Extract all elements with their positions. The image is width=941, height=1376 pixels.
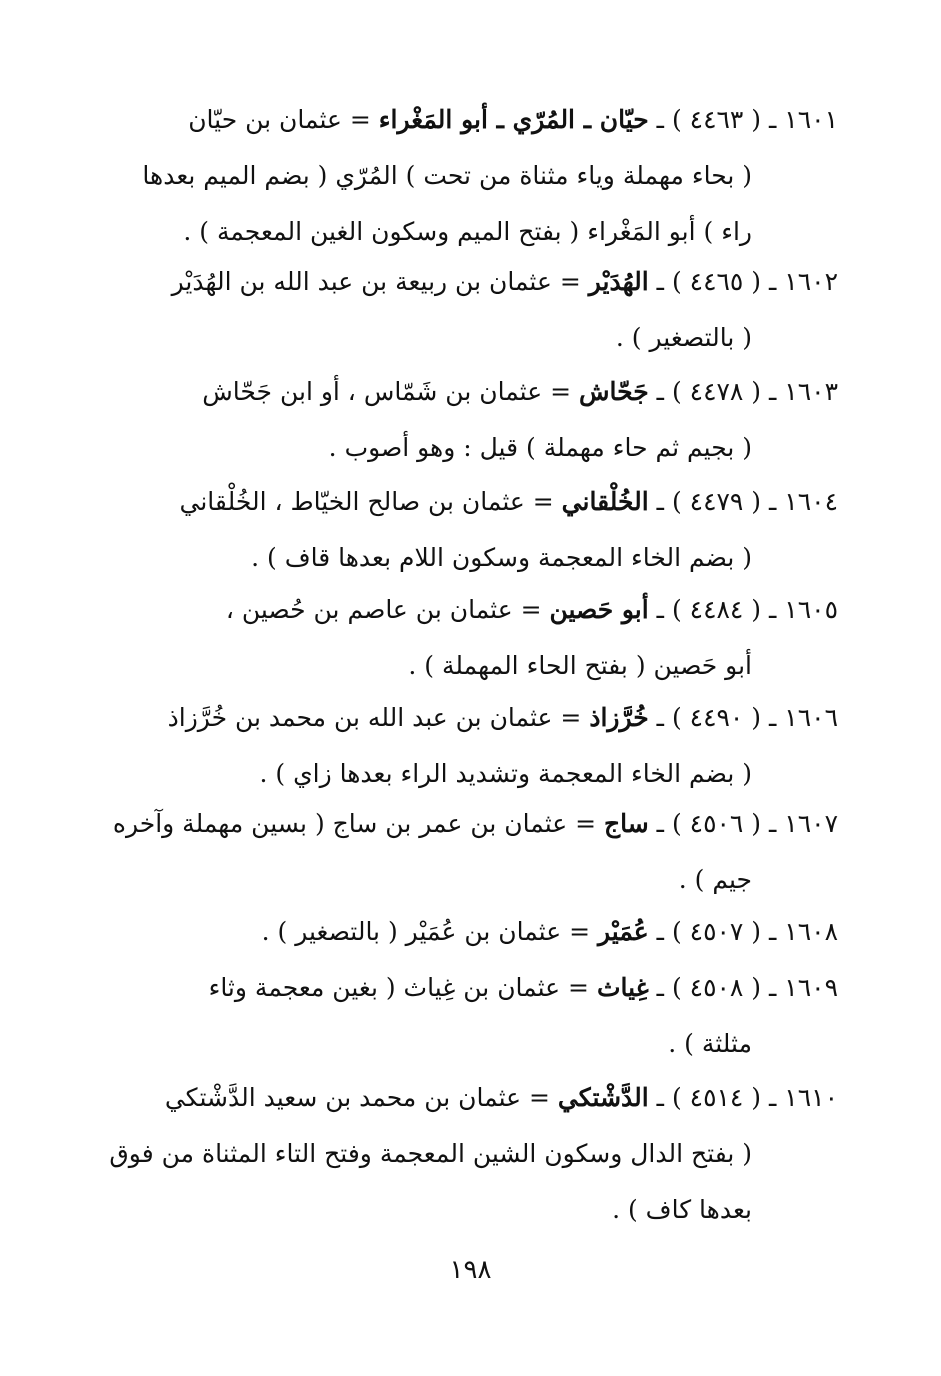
entry-text: = عثمان بن عبد الله بن محمد بن خُرَّزاذ [167,703,582,732]
entry-first-line: ١٦٠١ ـ ( ٤٤٦٣ ) ـ حيّان ـ المُرّي ـ أبو المَغْراء = عثمان بن حيّان [188,105,838,134]
entry-first-line: ١٦٠٥ ـ ( ٤٤٨٤ ) ـ أبو حَصين = عثمان بن عاصم بن حُصين ، [225,595,838,624]
entry-name: أبو حَصين [549,595,649,624]
entry-ref: ( ٤٤٧٨ ) [671,377,762,406]
entry-number: ١٦٠٧ [784,809,838,838]
entry-name: خُرَّزاذ [589,703,649,732]
entry-text: = عثمان بن ربيعة بن عبد الله بن الهُدَيْر [171,267,581,296]
entry-first-line: ١٦٠٢ ـ ( ٤٤٦٥ ) ـ الهُدَيْر = عثمان بن ربيعة بن عبد الله بن الهُدَيْر [171,267,838,296]
entry-first-line: ١٦١٠ ـ ( ٤٥١٤ ) ـ الدَّشْتكي = عثمان بن محمد بن سعيد الدَّشْتكي [164,1083,838,1112]
entry-1609 [78,960,838,1072]
entry-number: ١٦٠٢ [784,267,838,296]
entry-1607 [78,796,838,908]
entry-first-line: ١٦٠٧ ـ ( ٤٥٠٦ ) ـ ساج = عثمان بن عمر بن ساج ( بسين مهملة وآخره [112,809,838,838]
entry-ref: ( ٤٥٠٧ ) [671,917,762,946]
entry-number: ١٦١٠ [784,1083,838,1112]
entry-ref: ( ٤٤٧٩ ) [671,487,762,516]
entry-1610 [78,1070,838,1238]
entry-text: = عثمان بن محمد بن سعيد الدَّشْتكي [164,1083,550,1112]
entry-1602 [78,254,838,366]
entry-continuation-line: ( بضم الخاء المعجمة وسكون اللام بعدها قاف ) . [251,543,752,572]
page-number: ١٩٨ [449,1255,492,1285]
entry-name: ساج [604,809,649,838]
entry-1603 [78,364,838,476]
entry-continuation-line: جيم ) . [678,865,752,894]
entry-number: ١٦٠٥ [784,595,838,624]
entry-name: الهُدَيْر [588,267,649,296]
entry-continuation-line: بعدها كاف ) . [612,1195,752,1224]
entry-first-line: ١٦٠٤ ـ ( ٤٤٧٩ ) ـ الخُلْقاني = عثمان بن صالح الخيّاط ، الخُلْقاني [179,487,838,516]
entry-number: ١٦٠٩ [784,973,838,1002]
entry-name: جَحّاش [578,377,649,406]
entry-name: عُمَيْر [598,917,649,946]
entry-ref: ( ٤٤٩٠ ) [671,703,762,732]
entry-number: ١٦٠٦ [784,703,838,732]
entry-name: حيّان ـ المُرّي ـ أبو المَغْراء [378,105,649,134]
entry-ref: ( ٤٥٠٨ ) [671,973,762,1002]
entry-continuation-line: ( بالتصغير ) . [615,323,752,352]
entry-number: ١٦٠١ [784,105,838,134]
entry-text: = عثمان بن شَمّاس ، أو ابن جَحّاش [202,377,572,406]
entry-continuation-line: أبو حَصين ( بفتح الحاء المهملة ) . [408,651,752,680]
entry-text: = عثمان بن صالح الخيّاط ، الخُلْقاني [179,487,554,516]
entry-text: = عثمان بن عُمَيْر ( بالتصغير ) . [261,917,591,946]
entry-ref: ( ٤٥٠٦ ) [671,809,762,838]
entry-1604 [78,474,838,586]
entry-ref: ( ٤٤٦٣ ) [671,105,762,134]
entry-name: الخُلْقاني [561,487,649,516]
entry-continuation-line: ( بجيم ثم حاء مهملة ) قيل : وهو أصوب . [328,433,752,462]
entry-first-line: ١٦٠٦ ـ ( ٤٤٩٠ ) ـ خُرَّزاذ = عثمان بن عبد الله بن محمد بن خُرَّزاذ [167,703,838,732]
entry-text: = عثمان بن عاصم بن حُصين ، [225,595,542,624]
entry-1606 [78,690,838,802]
entry-name: الدَّشْتكي [557,1083,649,1112]
entry-first-line: ١٦٠٨ ـ ( ٤٥٠٧ ) ـ عُمَيْر = عثمان بن عُمَيْر ( بالتصغير ) . [261,917,838,946]
entry-continuation-line: راء ) أبو المَغْراء ( بفتح الميم وسكون الغين المعجمة ) . [183,217,752,246]
entry-continuation-line: ( بفتح الدال وسكون الشين المعجمة وفتح التاء المثناة من فوق [109,1139,752,1168]
entry-1605 [78,582,838,694]
entry-number: ١٦٠٨ [784,917,838,946]
entry-1601 [78,92,838,260]
entry-ref: ( ٤٤٦٥ ) [671,267,762,296]
entry-continuation-line: مثلثة ) . [668,1029,752,1058]
entry-first-line: ١٦٠٩ ـ ( ٤٥٠٨ ) ـ غِياث = عثمان بن غِياث ( بغين معجمة وثاء [208,973,838,1002]
entry-continuation-line: ( بحاء مهملة وياء مثناة من تحت ) المُرّي ( بضم الميم بعدها [142,161,752,190]
entry-number: ١٦٠٣ [784,377,838,406]
entry-text: = عثمان بن غِياث ( بغين معجمة وثاء [208,973,589,1002]
entry-number: ١٦٠٤ [784,487,838,516]
entry-continuation-line: ( بضم الخاء المعجمة وتشديد الراء بعدها زاي ) . [259,759,752,788]
entry-ref: ( ٤٥١٤ ) [671,1083,762,1112]
entry-1608 [78,904,838,960]
entry-text: = عثمان بن حيّان [188,105,371,134]
entry-first-line: ١٦٠٣ ـ ( ٤٤٧٨ ) ـ جَحّاش = عثمان بن شَمّاس ، أو ابن جَحّاش [202,377,838,406]
entry-ref: ( ٤٤٨٤ ) [671,595,762,624]
entry-name: غِياث [596,973,649,1002]
entry-text: = عثمان بن عمر بن ساج ( بسين مهملة وآخره [112,809,597,838]
